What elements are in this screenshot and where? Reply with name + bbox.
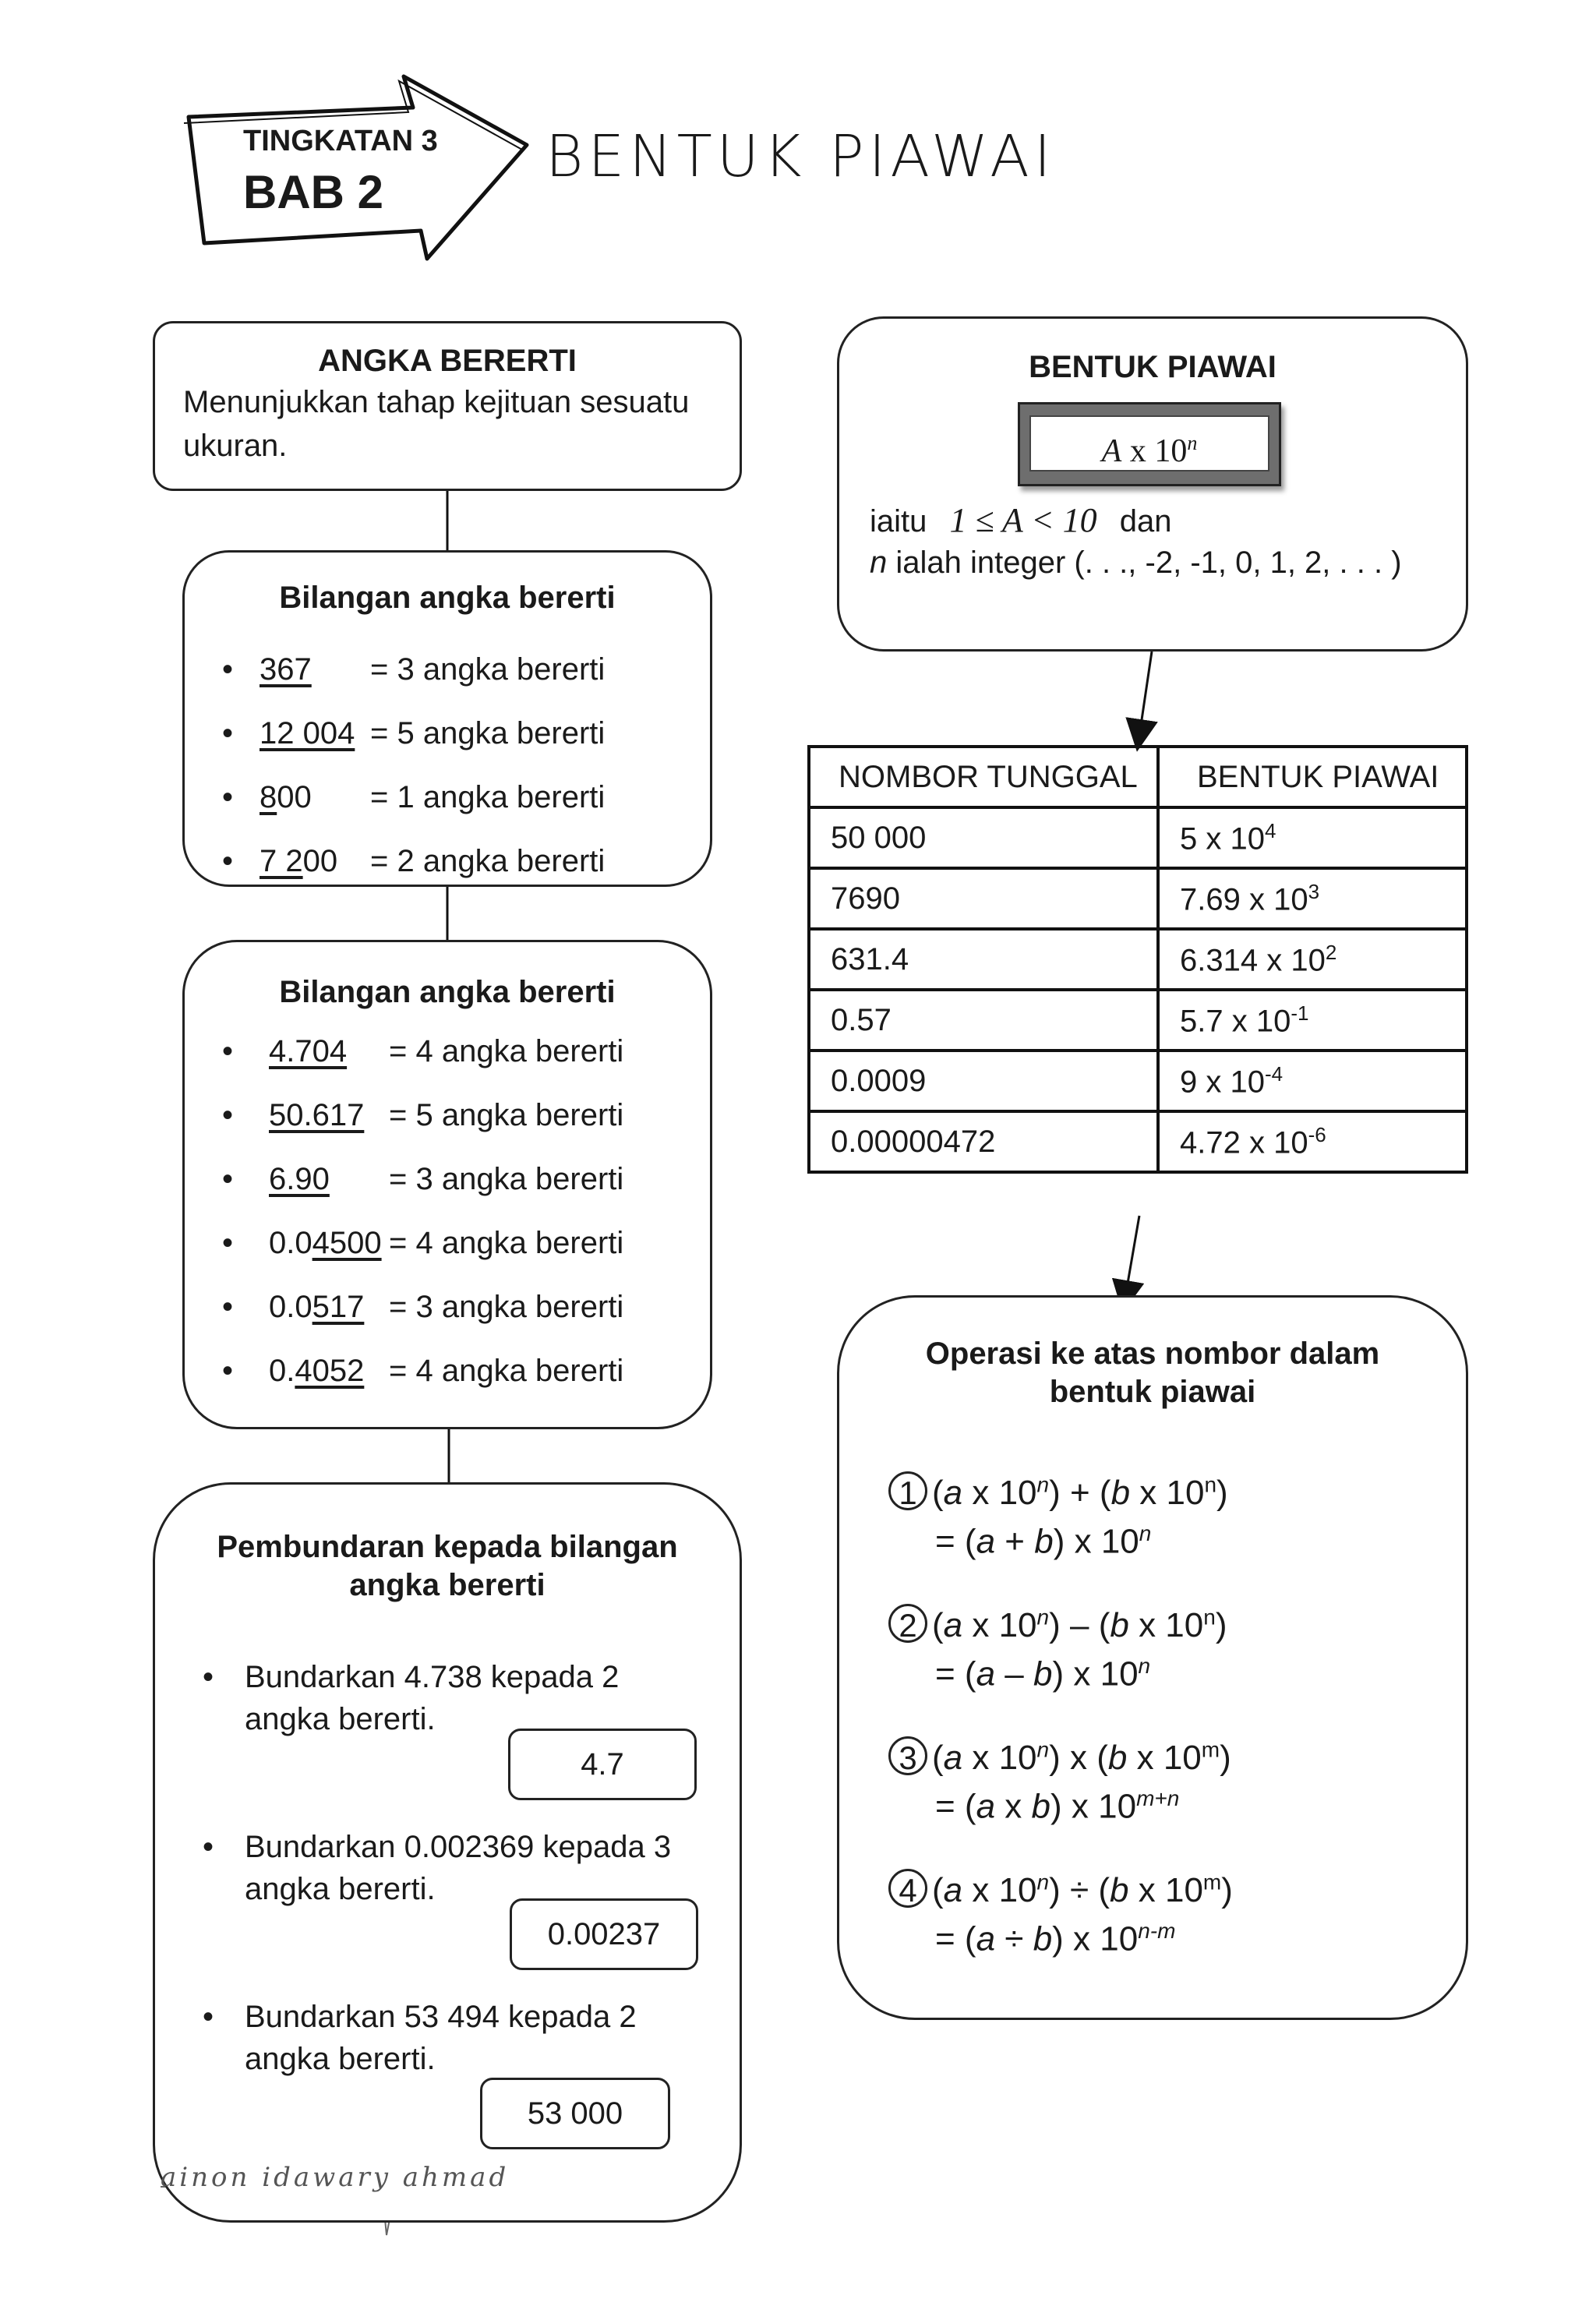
sig-number [269, 1098, 364, 1133]
operation-expression: 1 (a x $10^n) + (b$ x 10$^n$) [888, 1471, 1228, 1513]
bullet-dot: • [222, 1162, 234, 1196]
operations-box [837, 1295, 1468, 2020]
table-cell-number: 0.57 [809, 990, 1158, 1051]
table-row [809, 929, 1467, 990]
decimals-title: Bilangan angka bererti [279, 975, 616, 1009]
integers-title: Bilangan angka bererti [279, 581, 616, 615]
exp-second: n [1203, 1605, 1216, 1630]
rounding-title-line2: angka bererti [349, 1568, 546, 1602]
sig-number-suffix: 00 [277, 780, 312, 814]
rounding-question-line1: Bundarkan 4.738 kepada 2 [245, 1660, 620, 1694]
var-b: b [1031, 1787, 1051, 1826]
bullet-dot: • [222, 844, 234, 878]
sig-number-significant: 4500 [312, 1226, 382, 1260]
var-b: b [1107, 1739, 1128, 1777]
var-b: b [1033, 1654, 1053, 1693]
standard-base: 6.314 x 10 [1180, 943, 1326, 978]
sig-number [269, 1290, 364, 1325]
standard-base: 5.7 x 10 [1180, 1004, 1291, 1039]
result-operator: x [1005, 1787, 1022, 1826]
sig-number-significant: 7 2 [260, 844, 303, 878]
bullet-dot: • [222, 1098, 234, 1132]
exp-second: n [1204, 1472, 1217, 1497]
sig-result: = 3 angka bererti [370, 652, 606, 687]
table-cell-number: 631.4 [809, 929, 1158, 990]
result-operator: + [1005, 1522, 1025, 1561]
table-cell-standard [1158, 1051, 1467, 1111]
sig-number [269, 1034, 347, 1069]
rounding-question-line2: angka bererti. [245, 1872, 436, 1906]
operator: – [1070, 1606, 1089, 1644]
sig-number-prefix: 0.0 [269, 1226, 312, 1260]
bullet-dot: • [222, 1034, 234, 1068]
bullet-dot: • [203, 1660, 214, 1694]
conversion-table [807, 745, 1468, 1174]
n-text: ialah integer (. . ., -2, -1, 0, 1, 2, . . . ) [887, 546, 1402, 580]
rounding-title-line1: Pembundaran kepada bilangan [217, 1530, 678, 1564]
operations-title-line2: bentuk piawai [1049, 1375, 1256, 1409]
exp-n: n [1036, 1737, 1050, 1762]
bullet-dot: • [222, 1290, 234, 1324]
header-chapter: BAB 2 [243, 166, 384, 218]
angka-bererti-box [153, 321, 742, 491]
signature: ainon idawary ahmad [161, 2162, 510, 2193]
condition-prefix: iaitu [870, 504, 927, 539]
exp-second: m [1202, 1870, 1222, 1895]
result-exponent: n [1139, 1521, 1152, 1545]
standard-exponent: 3 [1308, 879, 1320, 903]
table-cell-standard [1158, 1111, 1467, 1172]
table-row [809, 1051, 1467, 1111]
operation-result: = (a – b) x 10$^n$ [935, 1654, 1151, 1693]
integers-box [182, 550, 712, 887]
var-a: a [943, 1871, 963, 1909]
condition-line [870, 499, 1172, 543]
operation-number-icon: 1 [888, 1471, 927, 1510]
standard-exponent: -6 [1308, 1122, 1326, 1146]
operation-result: = (a x b) x $10^{m+n}$ [935, 1786, 1180, 1826]
sig-number [269, 1162, 330, 1197]
var-b: b [1110, 1474, 1131, 1512]
bullet-dot: • [203, 1830, 214, 1864]
var-a: a [976, 1654, 996, 1693]
standard-exponent: 4 [1264, 818, 1276, 842]
decimals-box [182, 940, 712, 1429]
sig-result: = 4 angka bererti [389, 1034, 624, 1068]
page-title: BENTUK PIAWAI [546, 123, 1056, 190]
sig-number-significant: 6.90 [269, 1162, 330, 1196]
sig-result: = 3 angka bererti [389, 1162, 624, 1196]
header-level: TINGKATAN 3 [243, 125, 438, 157]
formula-x: x 10 [1121, 433, 1188, 469]
sig-number-prefix: 0.0 [269, 1290, 312, 1324]
standard-exponent: -1 [1291, 1001, 1309, 1025]
table-cell-standard [1158, 929, 1467, 990]
sig-number [260, 780, 312, 815]
table-header-standard: BENTUK PIAWAI [1158, 747, 1467, 807]
operation-expression: 2 (a x 10$^n$) – (b x 10$^n$) [888, 1604, 1227, 1645]
sig-result: = 1 angka bererti [370, 780, 606, 814]
operation-number-icon: 3 [888, 1736, 927, 1775]
sig-number [260, 716, 355, 751]
table-cell-number: 0.00000472 [809, 1111, 1158, 1172]
table-row [809, 990, 1467, 1051]
formula-frame [1018, 402, 1281, 486]
var-b: b [1033, 1919, 1053, 1958]
n-variable: n [870, 546, 888, 580]
var-a: a [976, 1522, 996, 1561]
operations-title-line1: Operasi ke atas nombor dalam [925, 1337, 1380, 1371]
result-operator: – [1005, 1654, 1024, 1693]
table-header-row [809, 747, 1467, 807]
var-a: a [976, 1919, 996, 1958]
operator: x [1070, 1739, 1087, 1777]
angka-bererti-title: ANGKA BERERTI [318, 344, 577, 378]
sig-number-significant: 12 004 [260, 716, 355, 750]
standard-base: 7.69 x 10 [1180, 882, 1308, 917]
operator: ÷ [1070, 1871, 1089, 1909]
rounding-question-line1: Bundarkan 0.002369 kepada 3 [245, 1830, 672, 1864]
standard-base: 9 x 10 [1180, 1065, 1265, 1100]
operation-expression: 4 (a x $10^n) \div (b$ x 10$^m$) [888, 1869, 1233, 1910]
var-a: a [943, 1606, 963, 1644]
var-b: b [1110, 1871, 1129, 1909]
arrow-to-table [1139, 652, 1152, 736]
table-row [809, 807, 1467, 868]
operator: + [1070, 1474, 1090, 1512]
n-definition [870, 541, 1402, 584]
table-header-number: NOMBOR TUNGGAL [809, 747, 1158, 807]
bullet-dot: • [203, 2000, 214, 2034]
table-cell-standard [1158, 807, 1467, 868]
rounding-question-line1: Bundarkan 53 494 kepada 2 [245, 2000, 637, 2034]
operation-number-icon: 4 [888, 1869, 927, 1908]
sig-number [260, 652, 312, 687]
formula-exp: n [1187, 432, 1198, 454]
standard-base: 5 x 10 [1180, 821, 1265, 856]
result-exponent: n [1138, 1654, 1151, 1678]
sig-number-significant: 517 [312, 1290, 365, 1324]
sig-result: = 3 angka bererti [389, 1290, 624, 1324]
rounding-question-line2: angka bererti. [245, 2042, 436, 2076]
sig-result: = 4 angka bererti [389, 1354, 624, 1388]
rounding-answer-callout: 0.00237 [510, 1898, 698, 1970]
result-exponent: m+n [1136, 1786, 1180, 1810]
var-a: a [943, 1474, 963, 1512]
result-operator: ÷ [1005, 1919, 1024, 1958]
sig-number [269, 1226, 382, 1261]
sig-result: = 4 angka bererti [389, 1226, 624, 1260]
sig-number-significant: 4052 [295, 1354, 365, 1388]
sig-result: = 5 angka bererti [389, 1098, 624, 1132]
bullet-dot: • [222, 1354, 234, 1388]
exp-n: n [1036, 1870, 1050, 1895]
formula-box [1029, 415, 1269, 471]
sig-number [269, 1354, 364, 1389]
sig-number-significant: 8 [260, 780, 277, 814]
table-row [809, 868, 1467, 929]
bentuk-piawai-title: BENTUK PIAWAI [1029, 350, 1276, 384]
rounding-answer-callout: 53 000 [480, 2078, 670, 2149]
rounding-answer-callout: 4.7 [508, 1729, 697, 1800]
operation-result: = (a + b) x 10$^n$ [935, 1521, 1152, 1561]
sig-result: = 2 angka bererti [370, 844, 606, 878]
bullet-dot: • [222, 1226, 234, 1260]
bullet-dot: • [222, 780, 234, 814]
bullet-dot: • [222, 716, 234, 750]
operation-number-icon: 2 [888, 1604, 927, 1643]
var-a: a [976, 1787, 996, 1826]
result-exponent: n-m [1138, 1919, 1176, 1943]
sig-number-significant: 50.617 [269, 1098, 365, 1132]
standard-exponent: -4 [1264, 1061, 1284, 1086]
table-cell-number: 50 000 [809, 807, 1158, 868]
table-cell-number: 0.0009 [809, 1051, 1158, 1111]
sig-result: = 5 angka bererti [370, 716, 606, 750]
exp-n: n [1036, 1472, 1050, 1497]
var-b: b [1110, 1606, 1129, 1644]
var-b: b [1034, 1522, 1054, 1561]
sig-number-suffix: 00 [302, 844, 338, 878]
rounding-question-line2: angka bererti. [245, 1702, 436, 1736]
sig-number-significant: 4.704 [269, 1034, 348, 1068]
sig-number-significant: 367 [260, 652, 312, 687]
operation-result: = (a ÷ b) x 10$^{n-m}$ [935, 1919, 1176, 1958]
exp-n: n [1036, 1605, 1050, 1630]
operation-expression: 3 (a x 10$^n$) x (b x 10$^m$) [888, 1736, 1231, 1778]
table-cell-standard [1158, 868, 1467, 929]
var-a: a [943, 1739, 963, 1777]
table-row [809, 1111, 1467, 1172]
condition-math: 1 ≤ A < 10 [949, 501, 1097, 539]
sig-number-prefix: 0. [269, 1354, 295, 1388]
formula-a: A [1101, 433, 1122, 469]
arrow-to-operations [1125, 1216, 1139, 1297]
table-cell-number: 7690 [809, 868, 1158, 929]
condition-suffix: dan [1119, 504, 1172, 539]
bullet-dot: • [222, 652, 234, 687]
table-cell-standard [1158, 990, 1467, 1051]
angka-bererti-definition: Menunjukkan tahap kejituan sesuatu ukuran. [183, 385, 690, 463]
standard-base: 4.72 x 10 [1180, 1125, 1308, 1160]
sig-number [260, 844, 337, 879]
exp-second: m [1201, 1737, 1220, 1762]
standard-exponent: 2 [1325, 940, 1337, 964]
